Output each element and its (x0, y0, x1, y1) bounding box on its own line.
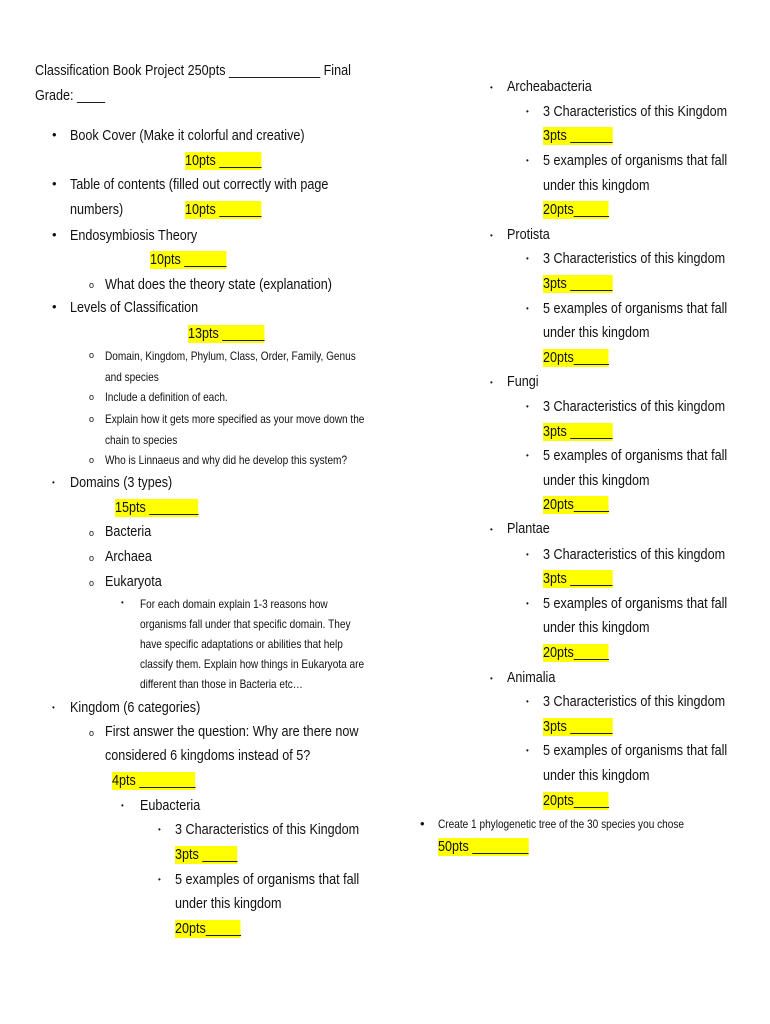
points-levels-classification: 13pts ______ (188, 325, 265, 342)
bullet-small: • (526, 156, 529, 165)
sub-levels: Include a definition of each. (105, 390, 228, 404)
bullet-small: • (526, 550, 529, 559)
kingdom-name: Plantae (507, 520, 550, 537)
kingdom-examples: 5 examples of organisms that fall (543, 742, 728, 759)
bullet-dot: • (420, 816, 425, 831)
domain-item: Archaea (105, 548, 152, 565)
item-phylogenetic-tree: Create 1 phylogenetic tree of the 30 species you chose (438, 817, 685, 831)
domain-item: Eukaryota (105, 573, 162, 590)
kingdom-characteristics: 3 Characteristics of this Kingdom (543, 103, 728, 120)
bullet-circle: o (89, 392, 95, 402)
points-examples: 20pts_____ (543, 349, 609, 366)
item-domains: Domains (3 types) (70, 474, 173, 491)
points-examples: 20pts_____ (543, 496, 609, 513)
bullet-circle: o (89, 553, 95, 563)
kingdom-characteristics: 3 Characteristics of this kingdom (543, 250, 726, 267)
sub-endosymbiosis: What does the theory state (explanation) (105, 276, 332, 293)
bullet-small: • (490, 674, 493, 683)
bullet-small: • (52, 478, 55, 487)
bullet-small: • (526, 697, 529, 706)
kingdom-characteristics: 3 Characteristics of this kingdom (543, 546, 726, 563)
bullet-small: • (121, 801, 124, 810)
header-line-2: Grade: ____ (35, 87, 106, 104)
bullet-small: • (526, 599, 529, 608)
bullet-small: • (52, 703, 55, 712)
kingdom-characteristics: 3 Characteristics of this kingdom (543, 693, 726, 710)
item-table-of-contents-cont: numbers) (70, 201, 124, 218)
eubacteria-characteristics: 3 Characteristics of this Kingdom (175, 821, 360, 838)
kingdom-examples-cont: under this kingdom (543, 619, 650, 636)
header-line-1: Classification Book Project 250pts _____________ Final (35, 62, 351, 79)
points-book-cover: 10pts ______ (185, 152, 262, 169)
bullet-dot: • (52, 227, 57, 242)
sub-levels: chain to species (105, 433, 178, 447)
points-eubacteria-examples: 20pts_____ (175, 920, 241, 937)
bullet-small: • (490, 525, 493, 534)
bullet-small: • (158, 875, 161, 884)
points-kingdom-question: 4pts ________ (112, 772, 196, 789)
bullet-small: • (121, 598, 124, 607)
bullet-circle: o (89, 528, 95, 538)
item-kingdom: Kingdom (6 categories) (70, 699, 201, 716)
domain-note: organisms fall under that specific domain. They (140, 617, 351, 631)
kingdom-examples-cont: under this kingdom (543, 177, 650, 194)
points-eubacteria-characteristics: 3pts _____ (175, 846, 238, 863)
sub-levels: Domain, Kingdom, Phylum, Class, Order, Family, Genus (105, 349, 356, 363)
item-endosymbiosis: Endosymbiosis Theory (70, 227, 198, 244)
points-examples: 20pts_____ (543, 201, 609, 218)
sub-levels: Who is Linnaeus and why did he develop this system? (105, 453, 348, 467)
item-levels-classification: Levels of Classification (70, 299, 199, 316)
bullet-dot: • (52, 299, 57, 314)
points-characteristics: 3pts ______ (543, 718, 613, 735)
points-characteristics: 3pts ______ (543, 275, 613, 292)
kingdom-examples: 5 examples of organisms that fall (543, 152, 728, 169)
sub-levels: and species (105, 370, 159, 384)
kingdom-characteristics: 3 Characteristics of this kingdom (543, 398, 726, 415)
item-table-of-contents: Table of contents (filled out correctly with page (70, 176, 329, 193)
kingdom-eubacteria: Eubacteria (140, 797, 201, 814)
bullet-dot: • (52, 127, 57, 142)
kingdom-examples-cont: under this kingdom (543, 767, 650, 784)
points-characteristics: 3pts ______ (543, 570, 613, 587)
domain-note: classify them. Explain how things in Eukaryota are (140, 657, 365, 671)
kingdom-question-cont: considered 6 kingdoms instead of 5? (105, 747, 311, 764)
bullet-circle: o (89, 728, 95, 738)
bullet-small: • (490, 231, 493, 240)
kingdom-name: Archeabacteria (507, 78, 592, 95)
bullet-dot: • (52, 176, 57, 191)
kingdom-name: Animalia (507, 669, 556, 686)
kingdom-examples: 5 examples of organisms that fall (543, 300, 728, 317)
kingdom-name: Fungi (507, 373, 539, 390)
bullet-small: • (526, 254, 529, 263)
points-endosymbiosis: 10pts ______ (150, 251, 227, 268)
bullet-circle: o (89, 350, 95, 360)
kingdom-examples-cont: under this kingdom (543, 324, 650, 341)
bullet-circle: o (89, 455, 95, 465)
bullet-circle: o (89, 578, 95, 588)
domain-note: have specific adaptations or abilities that help (140, 637, 343, 651)
points-characteristics: 3pts ______ (543, 127, 613, 144)
item-book-cover: Book Cover (Make it colorful and creative) (70, 127, 305, 144)
eubacteria-examples-cont: under this kingdom (175, 895, 282, 912)
bullet-small: • (526, 402, 529, 411)
points-table-of-contents: 10pts ______ (185, 201, 262, 218)
kingdom-examples: 5 examples of organisms that fall (543, 447, 728, 464)
eubacteria-examples: 5 examples of organisms that fall (175, 871, 360, 888)
bullet-small: • (490, 378, 493, 387)
points-domains: 15pts _______ (115, 499, 199, 516)
points-examples: 20pts_____ (543, 792, 609, 809)
points-characteristics: 3pts ______ (543, 423, 613, 440)
bullet-small: • (158, 825, 161, 834)
kingdom-name: Protista (507, 226, 550, 243)
bullet-small: • (490, 83, 493, 92)
bullet-small: • (526, 746, 529, 755)
bullet-small: • (526, 107, 529, 116)
bullet-small: • (526, 451, 529, 460)
domain-note: For each domain explain 1-3 reasons how (140, 597, 328, 611)
bullet-circle: o (89, 280, 95, 290)
domain-item: Bacteria (105, 523, 152, 540)
points-examples: 20pts_____ (543, 644, 609, 661)
kingdom-examples-cont: under this kingdom (543, 472, 650, 489)
domain-note: different than those in Bacteria etc… (140, 677, 303, 691)
points-phylogenetic-tree: 50pts ________ (438, 838, 529, 855)
kingdom-examples: 5 examples of organisms that fall (543, 595, 728, 612)
sub-levels: Explain how it gets more specified as your move down the (105, 412, 365, 426)
bullet-small: • (526, 304, 529, 313)
bullet-circle: o (89, 414, 95, 424)
kingdom-question: First answer the question: Why are there now (105, 723, 359, 740)
